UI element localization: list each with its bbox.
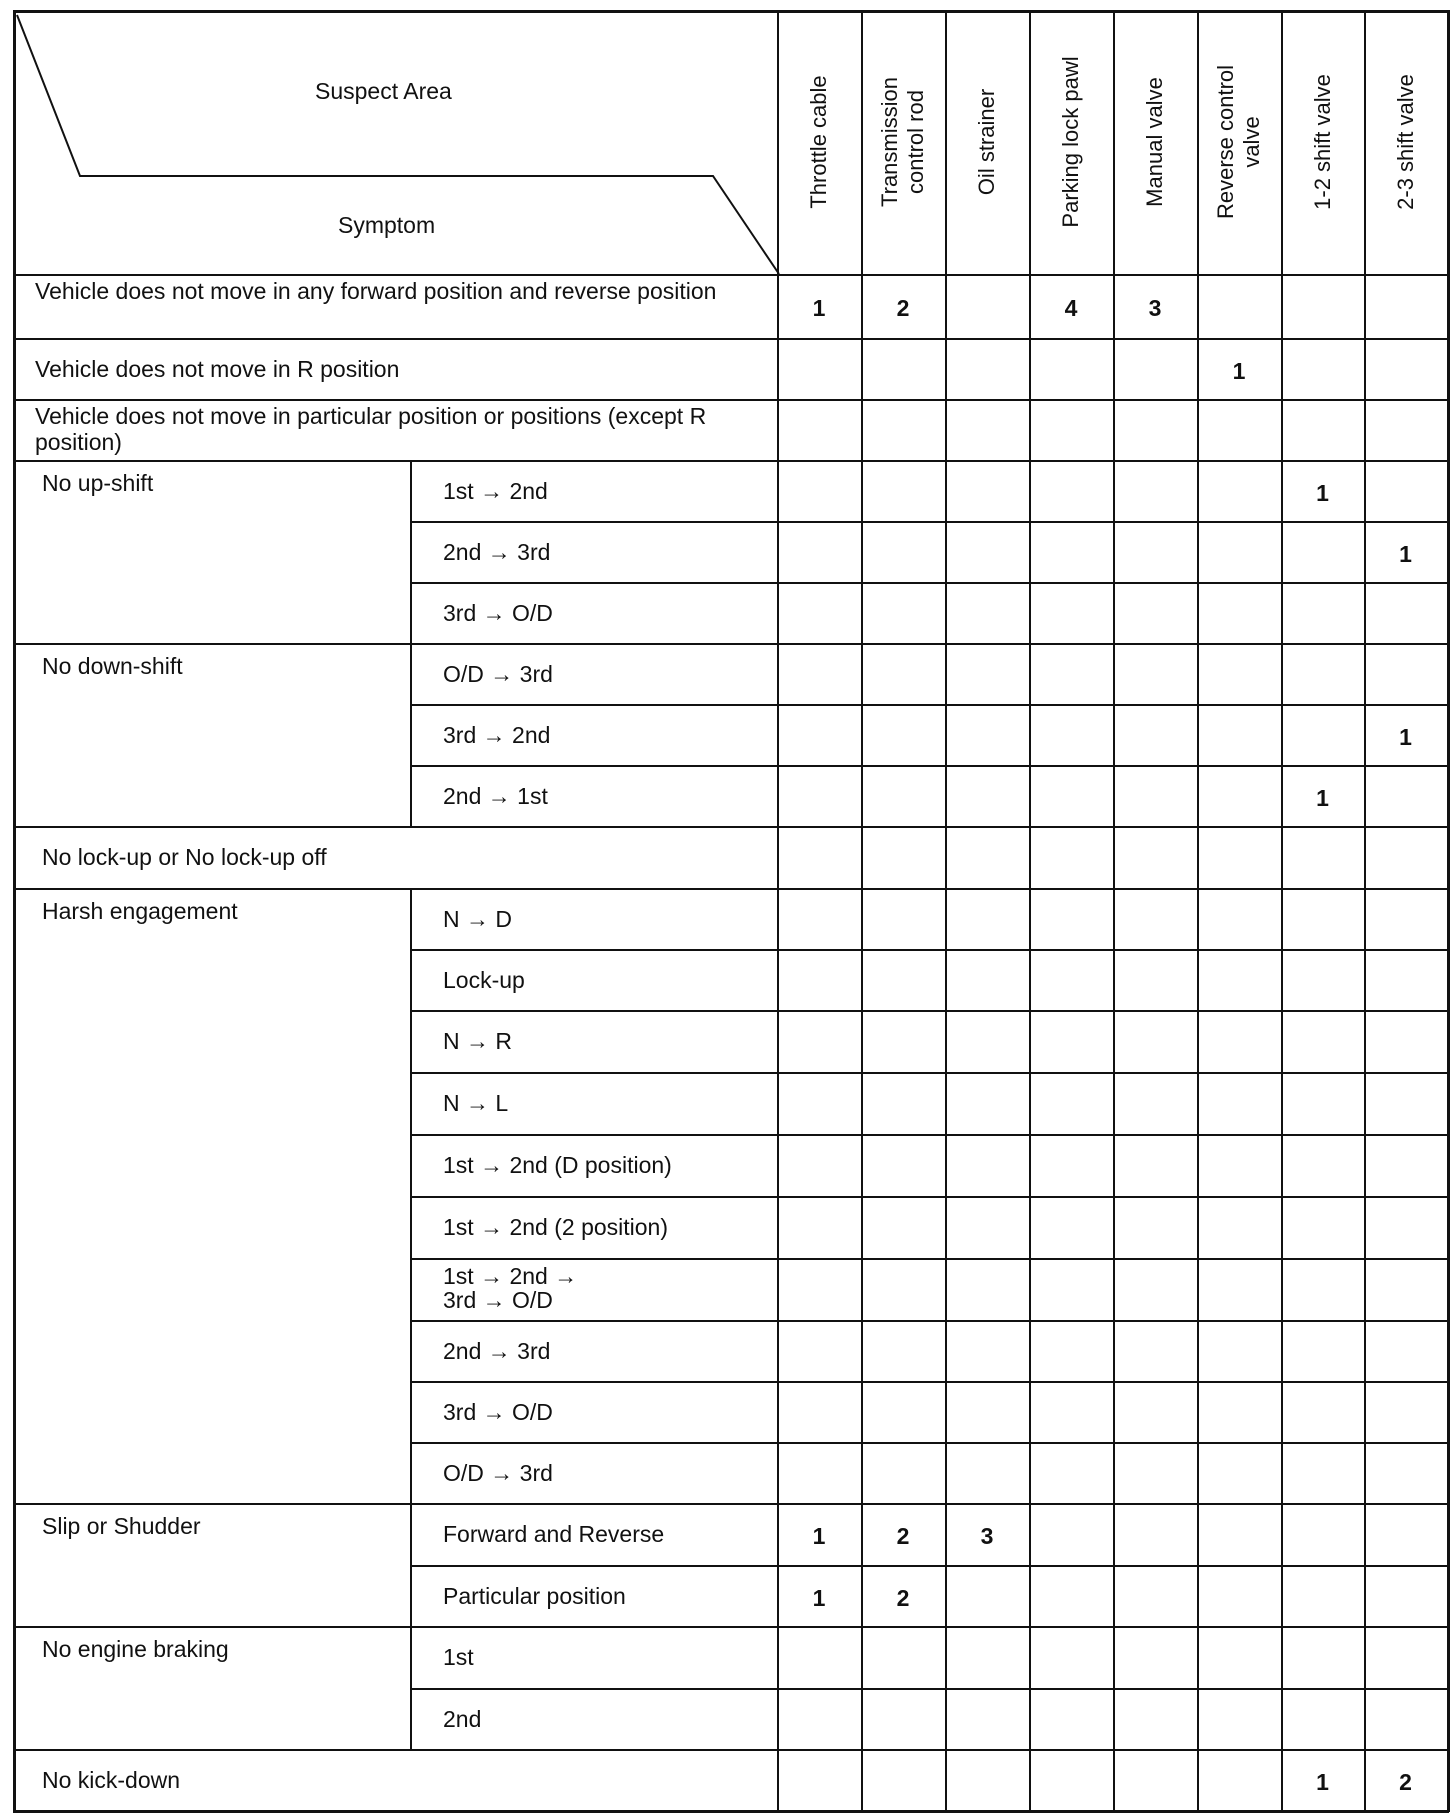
condition-divider	[410, 1258, 412, 1320]
column-header-label: Reverse control valve	[1213, 64, 1264, 220]
priority-value: 1	[1316, 1769, 1329, 1795]
condition-divider	[410, 1626, 412, 1688]
symptom-cell: No lock-up or No lock-up off	[42, 844, 327, 870]
condition-cell: Particular position	[443, 1582, 626, 1609]
priority-value: 1	[812, 295, 826, 321]
row-divider	[410, 1010, 1447, 1012]
symptom-cell: No engine braking	[42, 1636, 229, 1662]
column-header-label: 1-2 shift valve	[1309, 74, 1335, 210]
condition-divider	[410, 765, 412, 826]
condition-cell: 2nd → 3rd	[443, 538, 551, 565]
condition-divider	[410, 1688, 412, 1749]
row-divider	[410, 1196, 1447, 1198]
column-divider	[1113, 10, 1115, 1811]
symptom-cell: Vehicle does not move in any forward position and reverse position	[35, 278, 717, 304]
condition-cell: N → D	[443, 905, 512, 932]
condition-divider	[410, 704, 412, 765]
condition-cell: 2nd	[443, 1705, 482, 1732]
symptom-cell: Harsh engagement	[42, 898, 238, 924]
priority-value: 4	[1064, 295, 1078, 321]
condition-cell: 1st → 2nd → 3rd → O/D	[443, 1263, 578, 1313]
priority-value: 1	[1316, 784, 1329, 811]
priority-value: 1	[1399, 540, 1412, 567]
condition-cell: 3rd → 2nd	[443, 721, 551, 748]
column-header-label: Transmission control rod	[877, 77, 928, 207]
condition-cell: N → R	[443, 1028, 512, 1054]
row-divider	[410, 1258, 1447, 1260]
row-divider	[13, 1626, 1447, 1628]
row-divider	[410, 1442, 1447, 1444]
condition-cell: 3rd → O/D	[443, 1398, 553, 1425]
condition-divider	[410, 643, 412, 704]
row-divider	[410, 1320, 1447, 1322]
condition-cell: Forward and Reverse	[443, 1521, 665, 1547]
condition-cell: 1st	[443, 1644, 474, 1670]
symptom-label: Symptom	[338, 212, 436, 238]
priority-value: 2	[1399, 1769, 1412, 1795]
row-divider	[410, 1134, 1447, 1136]
row-divider	[410, 1565, 1447, 1567]
column-header-label: Oil strainer	[974, 88, 999, 196]
condition-cell: O/D → 3rd	[443, 660, 553, 687]
priority-value: 1	[1232, 357, 1246, 384]
row-divider	[13, 643, 1447, 645]
priority-value: 1	[812, 1523, 826, 1549]
row-divider	[13, 460, 1447, 462]
condition-divider	[410, 1072, 412, 1134]
row-divider	[13, 1503, 1447, 1505]
condition-divider	[410, 582, 412, 643]
symptom-cell: Vehicle does not move in R position	[35, 355, 400, 382]
suspect-area-label: Suspect Area	[315, 78, 452, 104]
row-divider	[13, 888, 1447, 890]
row-divider	[410, 1072, 1447, 1074]
column-divider	[1281, 10, 1283, 1811]
condition-cell: 1st → 2nd (D position)	[443, 1152, 672, 1178]
column-header-label: Parking lock pawl	[1058, 56, 1083, 228]
table-border-right	[1447, 10, 1450, 1812]
table-border-bottom	[13, 1810, 1449, 1813]
symptom-cell: No up-shift	[42, 470, 154, 496]
row-divider	[410, 1381, 1447, 1383]
column-divider	[1029, 10, 1031, 1811]
table-border-top	[13, 10, 1447, 13]
condition-divider	[410, 1320, 412, 1381]
condition-divider	[410, 521, 412, 582]
column-header-label: 2-3 shift valve	[1392, 74, 1418, 210]
row-divider	[13, 338, 1447, 340]
condition-divider	[410, 1381, 412, 1442]
condition-cell: N → L	[443, 1090, 509, 1116]
priority-value: 1	[1316, 479, 1329, 506]
condition-divider	[410, 1442, 412, 1503]
priority-value: 2	[896, 1584, 910, 1611]
condition-divider	[410, 1134, 412, 1196]
condition-divider	[410, 1565, 412, 1626]
row-divider	[410, 765, 1447, 767]
row-divider	[13, 826, 1447, 828]
symptom-cell: Slip or Shudder	[42, 1513, 201, 1539]
condition-cell: 3rd → O/D	[443, 599, 553, 626]
condition-cell: 1st → 2nd	[443, 477, 548, 504]
condition-divider	[410, 1196, 412, 1258]
column-header-label: Throttle cable	[806, 75, 831, 209]
priority-value: 1	[1399, 723, 1412, 750]
column-divider	[1364, 10, 1366, 1811]
condition-cell: 1st → 2nd (2 position)	[443, 1214, 669, 1240]
condition-divider	[410, 1503, 412, 1565]
priority-value: 2	[896, 295, 910, 321]
symptom-cell: No down-shift	[42, 653, 183, 679]
condition-cell: Lock-up	[443, 966, 525, 993]
priority-value: 3	[1148, 295, 1162, 321]
table-border-left	[13, 10, 16, 1812]
priority-value: 2	[896, 1523, 910, 1549]
symptom-cell: Vehicle does not move in particular position or positions (except R position)	[35, 403, 707, 455]
condition-divider	[410, 888, 412, 949]
row-divider	[410, 582, 1447, 584]
condition-divider	[410, 460, 412, 521]
row-divider	[410, 521, 1447, 523]
row-divider	[410, 1688, 1447, 1690]
condition-cell: 2nd → 3rd	[443, 1337, 551, 1364]
column-header-label: Manual valve	[1142, 77, 1167, 207]
row-divider	[13, 1749, 1447, 1751]
condition-divider	[410, 949, 412, 1010]
header-divider	[13, 274, 1447, 276]
row-divider	[410, 704, 1447, 706]
row-divider	[410, 949, 1447, 951]
condition-divider	[410, 1010, 412, 1072]
condition-cell: O/D → 3rd	[443, 1459, 553, 1486]
priority-value: 1	[812, 1584, 826, 1611]
priority-value: 3	[980, 1523, 994, 1549]
column-divider	[1197, 10, 1199, 1811]
row-divider	[13, 399, 1447, 401]
condition-cell: 2nd → 1st	[443, 782, 548, 809]
symptom-cell: No kick-down	[42, 1767, 181, 1793]
